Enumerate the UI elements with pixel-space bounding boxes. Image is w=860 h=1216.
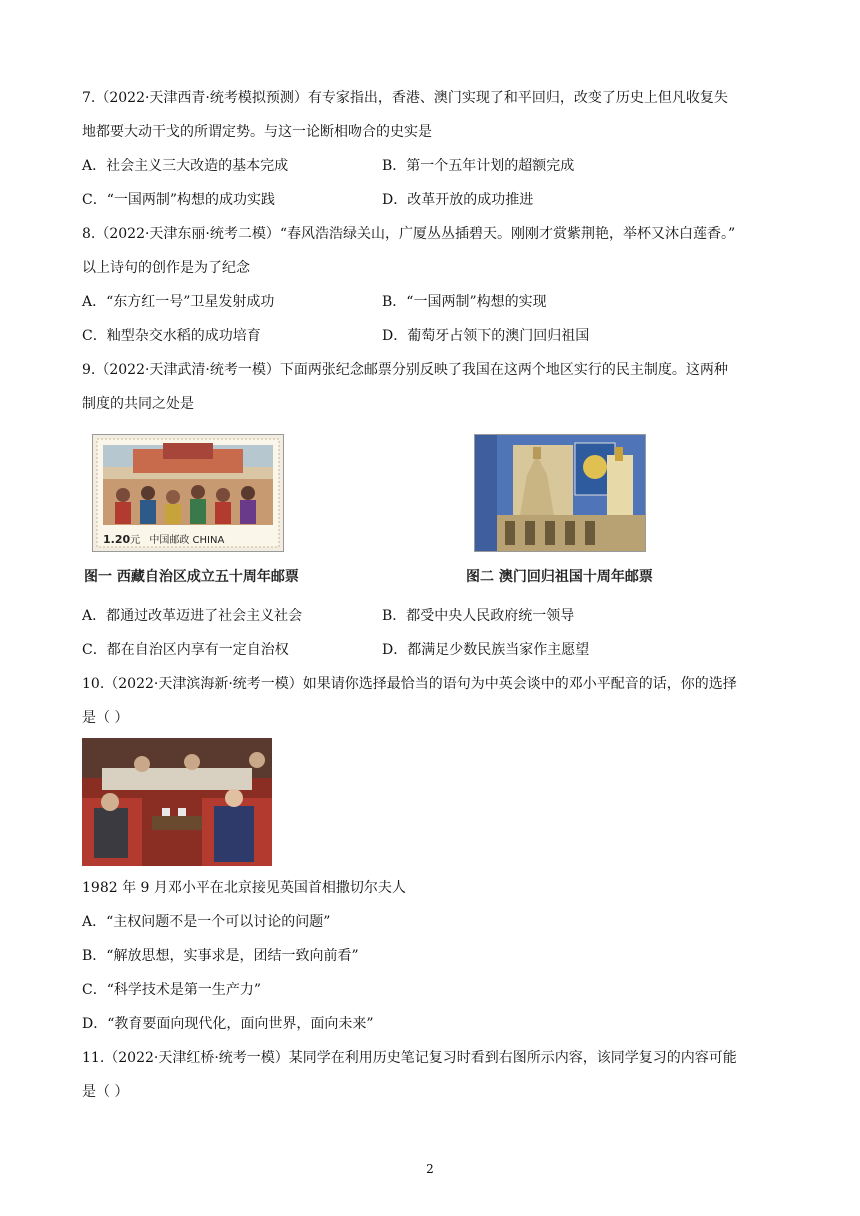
q10-stem-line2: 是（ ） xyxy=(82,710,129,726)
q10-option-c: C．“科学技术是第一生产力” xyxy=(82,982,262,998)
q8-option-a: A．“东方红一号”卫星发射成功 xyxy=(82,294,275,310)
q11-stem-line2: 是（ ） xyxy=(82,1084,129,1100)
q9-option-b: B．都受中央人民政府统一领导 xyxy=(382,608,575,624)
tibet-stamp-unit: 元 xyxy=(130,535,141,546)
tibet-stamp-caption: 图一 西藏自治区成立五十周年邮票 xyxy=(84,569,299,585)
tibet-stamp-image xyxy=(92,434,284,552)
q7-options-row1 xyxy=(82,156,782,176)
q9-option-d: D．都满足少数民族当家作主愿望 xyxy=(382,642,590,658)
meeting-photo xyxy=(82,738,272,866)
tibet-stamp-brand: 中国邮政 CHINA xyxy=(149,535,225,546)
q8-stem-line1: 8.（2022·天津东丽·统考二模）“春风浩浩绿关山，广厦丛丛插碧天。刚刚才赏紫荆艳，举杯又沐白莲香。” xyxy=(82,226,736,242)
q8-option-d: D．葡萄牙占领下的澳门回归祖国 xyxy=(382,328,590,344)
q7-stem-line1: 7.（2022·天津西青·统考模拟预测）有专家指出，香港、澳门实现了和平回归，改变了历史上但凡收复失 xyxy=(82,90,728,106)
q9-option-a: A．都通过改革迈进了社会主义社会 xyxy=(82,608,303,624)
q7-option-d: D．改革开放的成功推进 xyxy=(382,192,534,208)
q10-option-d: D．“教育要面向现代化，面向世界，面向未来” xyxy=(82,1016,374,1032)
q11-stem-line1: 11.（2022·天津红桥·统考一模）某同学在利用历史笔记复习时看到右图所示内容，该同学复习的内容可能 xyxy=(82,1050,737,1066)
q9-option-c: C．都在自治区内享有一定自治权 xyxy=(82,642,289,658)
q7-options-row2 xyxy=(82,190,782,210)
macau-stamp-image xyxy=(474,434,646,552)
q8-options-row2 xyxy=(82,326,782,346)
q9-stem-line1: 9.（2022·天津武清·统考一模）下面两张纪念邮票分别反映了我国在这两个地区实行的民主制度。这两种 xyxy=(82,362,728,378)
q8-option-c: C．籼型杂交水稻的成功培育 xyxy=(82,328,261,344)
q8-stem-line2: 以上诗句的创作是为了纪念 xyxy=(82,260,250,276)
q9-options-row1 xyxy=(82,606,782,626)
meeting-photo-caption: 1982 年 9 月邓小平在北京接见英国首相撒切尔夫人 xyxy=(82,880,406,896)
macau-stamp-caption: 图二 澳门回归祖国十周年邮票 xyxy=(466,569,653,585)
q10-option-b: B．“解放思想，实事求是，团结一致向前看” xyxy=(82,948,359,964)
q9-stem-line2: 制度的共同之处是 xyxy=(82,396,194,412)
tibet-stamp-value: 1.20 xyxy=(103,533,131,546)
q7-option-c: C．“一国两制”构想的成功实践 xyxy=(82,192,276,208)
q7-stem-line2: 地都要大动干戈的所谓定势。与这一论断相吻合的史实是 xyxy=(82,124,432,140)
q7-option-b: B．第一个五年计划的超额完成 xyxy=(382,158,575,174)
page-number: 2 xyxy=(426,1162,434,1176)
q8-options-row1 xyxy=(82,292,782,312)
meeting-photo-illustration xyxy=(82,738,272,866)
q10-stem-line1: 10.（2022·天津滨海新·统考一模）如果请你选择最恰当的语句为中英会谈中的邓小平配音的话，你的选择 xyxy=(82,676,737,692)
macau-stamp-illustration xyxy=(475,435,645,551)
q10-option-a: A．“主权问题不是一个可以讨论的问题” xyxy=(82,914,331,930)
q7-option-a: A．社会主义三大改造的基本完成 xyxy=(82,158,289,174)
q9-options-row2 xyxy=(82,640,782,660)
q8-option-b: B．“一国两制”构想的实现 xyxy=(382,294,547,310)
